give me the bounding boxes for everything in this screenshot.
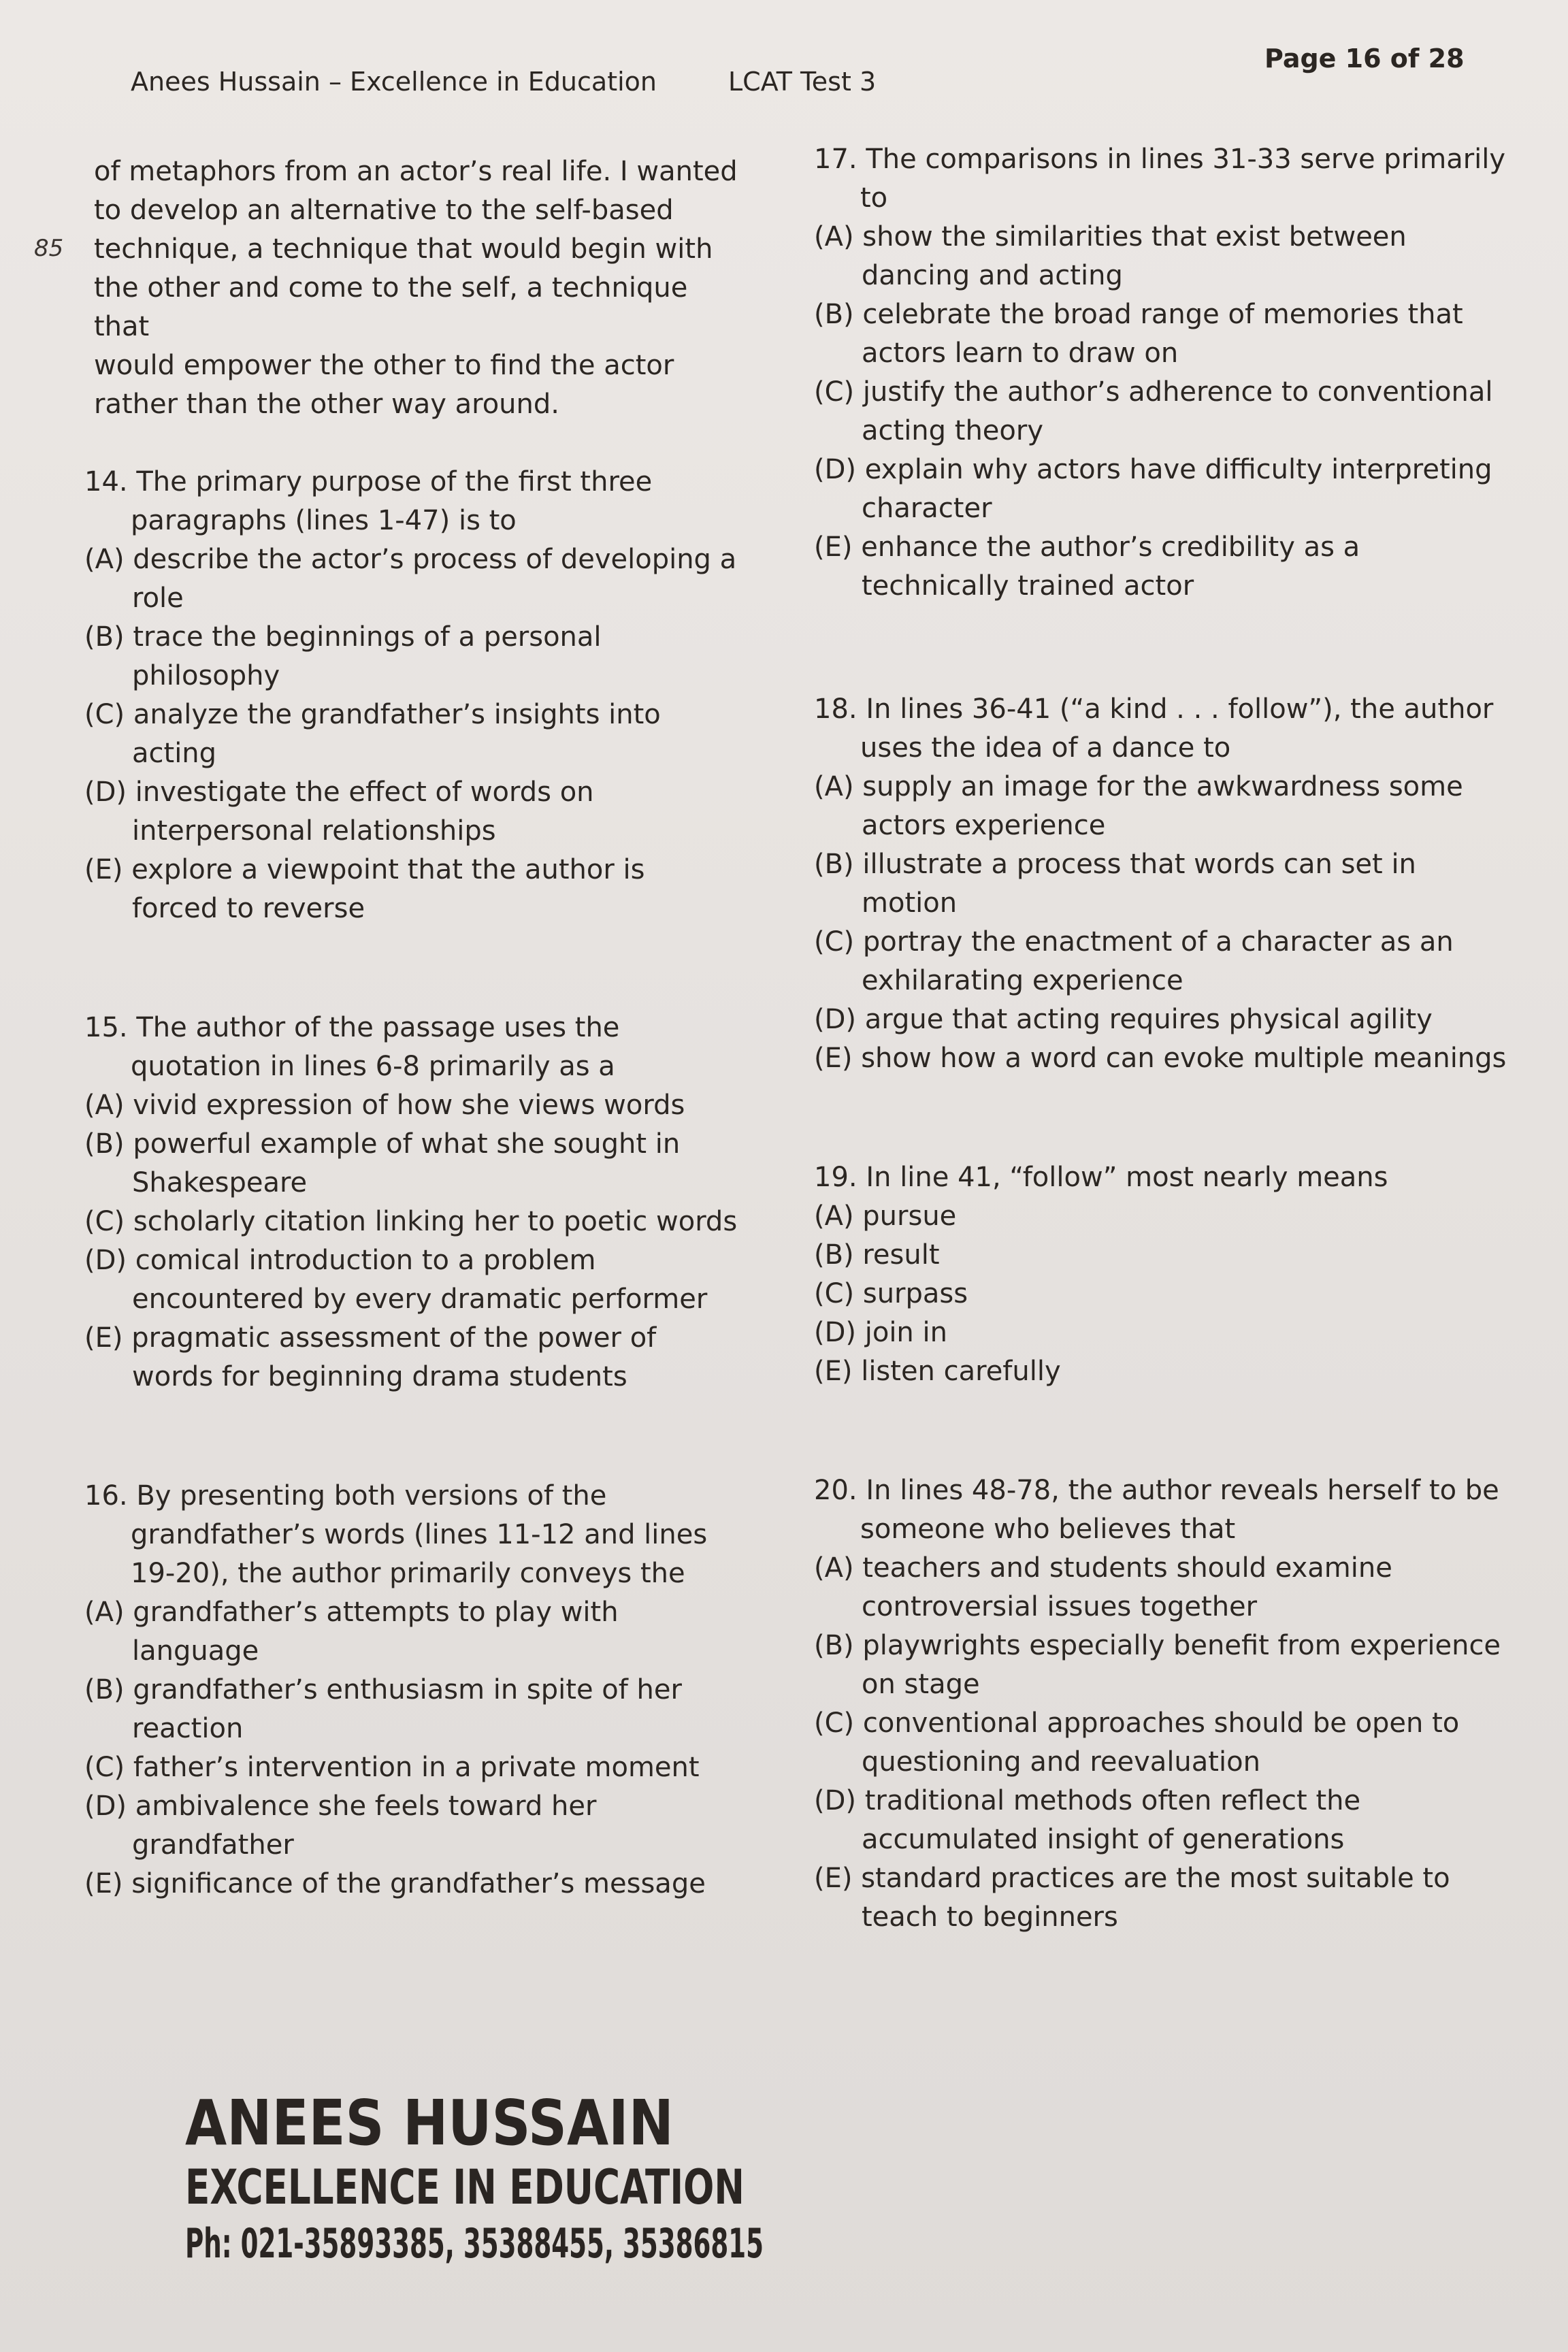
answer-option[interactable]: (E) listen carefully	[814, 1356, 1061, 1387]
answer-option[interactable]: (B) grandfather’s enthusiasm in spite of her reaction	[84, 1674, 682, 1744]
answer-option[interactable]: (A) vivid expression of how she views words	[84, 1090, 685, 1121]
answer-option[interactable]: (B) trace the beginnings of a personal philosophy	[84, 621, 602, 691]
answer-option[interactable]: (E) explore a viewpoint that the author is forced to reverse	[84, 854, 645, 924]
question-14	[84, 463, 738, 928]
right-column	[814, 140, 1508, 1937]
answer-option[interactable]: (E) standard practices are the most suitable to teach to beginners	[814, 1863, 1450, 1933]
header-page-number: Page 16 of 28	[1264, 44, 1465, 74]
passage-line: the other and come to the self, a technique that	[94, 272, 688, 342]
footer-tagline: EXCELLENCE IN EDUCATION	[185, 2159, 745, 2215]
footer-stamp	[185, 2089, 1118, 2270]
answer-option[interactable]: (E) significance of the grandfather’s message	[84, 1868, 706, 1899]
passage-excerpt	[84, 152, 738, 463]
answer-option[interactable]: (E) enhance the author’s credibility as a technically trained actor	[814, 532, 1360, 602]
question-stem: 19. In line 41, “follow” most nearly means	[814, 1162, 1388, 1193]
answer-option[interactable]: (C) father’s intervention in a private moment	[84, 1752, 700, 1783]
question-stem: 18. In lines 36-41 (“a kind . . . follow”), the author uses the idea of a dance to	[814, 693, 1494, 764]
footer-phone: Ph: 021-35893385, 35388455, 35386815	[185, 2220, 764, 2268]
answer-option[interactable]: (C) justify the author’s adherence to conventional acting theory	[814, 376, 1493, 446]
passage-line: to develop an alternative to the self-based	[94, 195, 674, 226]
answer-option[interactable]: (A) teachers and students should examine controversial issues together	[814, 1552, 1392, 1622]
answer-option[interactable]: (C) scholarly citation linking her to poetic words	[84, 1206, 738, 1237]
passage-line-number: 85	[34, 235, 64, 262]
answer-option[interactable]: (D) join in	[814, 1317, 947, 1348]
question-17	[814, 140, 1508, 606]
answer-option[interactable]: (D) traditional methods often reflect the accumulated insight of generations	[814, 1785, 1361, 1855]
question-20	[814, 1471, 1508, 1937]
header-title: Anees Hussain – Excellence in Education	[131, 67, 657, 97]
answer-option[interactable]: (E) show how a word can evoke multiple meanings	[814, 1043, 1507, 1074]
question-stem: 17. The comparisons in lines 31-33 serve primarily to	[814, 144, 1506, 214]
question-15	[84, 1009, 738, 1396]
answer-option[interactable]: (E) pragmatic assessment of the power of words for beginning drama students	[84, 1322, 657, 1392]
answer-option[interactable]: (D) ambivalence she feels toward her grandfather	[84, 1791, 597, 1861]
answer-option[interactable]: (A) show the similarities that exist between dancing and acting	[814, 221, 1407, 291]
answer-option[interactable]: (C) portray the enactment of a character as an exhilarating experience	[814, 926, 1454, 996]
answer-option[interactable]: (B) playwrights especially benefit from experience on stage	[814, 1630, 1501, 1700]
question-stem: 14. The primary purpose of the first three paragraphs (lines 1-47) is to	[84, 466, 653, 536]
answer-option[interactable]: (D) comical introduction to a problem encountered by every dramatic performer	[84, 1245, 708, 1315]
footer-name: ANEES HUSSAIN	[185, 2087, 674, 2159]
answer-option[interactable]: (C) conventional approaches should be open to questioning and reevaluation	[814, 1708, 1460, 1778]
question-stem: 15. The author of the passage uses the quotation in lines 6-8 primarily as a	[84, 1012, 620, 1082]
question-stem: 20. In lines 48-78, the author reveals herself to be someone who believes that	[814, 1475, 1499, 1545]
answer-option[interactable]: (B) celebrate the broad range of memories that actors learn to draw on	[814, 299, 1463, 369]
question-19	[814, 1158, 1508, 1391]
answer-option[interactable]: (B) illustrate a process that words can set in motion	[814, 849, 1416, 919]
passage-line: would empower the other to find the actor	[94, 350, 674, 381]
answer-option[interactable]: (A) describe the actor’s process of developing a role	[84, 544, 737, 614]
answer-option[interactable]: (A) pursue	[814, 1200, 957, 1232]
answer-option[interactable]: (C) analyze the grandfather’s insights into acting	[84, 699, 661, 769]
header-test-name: LCAT Test 3	[728, 67, 877, 97]
answer-option[interactable]: (A) grandfather’s attempts to play with language	[84, 1597, 619, 1667]
answer-option[interactable]: (A) supply an image for the awkwardness some actors experience	[814, 771, 1463, 841]
answer-option[interactable]: (D) explain why actors have difficulty interpreting character	[814, 454, 1492, 524]
passage-line: rather than the other way around.	[94, 389, 559, 420]
question-16	[84, 1477, 738, 1904]
answer-option[interactable]: (D) argue that acting requires physical agility	[814, 1004, 1433, 1035]
passage-line: of metaphors from an actor’s real life. I wanted	[94, 156, 738, 187]
question-18	[814, 690, 1508, 1078]
answer-option[interactable]: (C) surpass	[814, 1278, 968, 1309]
question-stem: 16. By presenting both versions of the grandfather’s words (lines 11-12 and lines 19-20), the author primarily conveys the	[84, 1480, 708, 1589]
answer-option[interactable]: (B) result	[814, 1239, 940, 1271]
answer-option[interactable]: (D) investigate the effect of words on interpersonal relationships	[84, 777, 594, 847]
answer-option[interactable]: (B) powerful example of what she sought in Shakespeare	[84, 1128, 681, 1198]
passage-line: technique, a technique that would begin with	[94, 233, 713, 265]
left-column	[84, 152, 738, 1904]
